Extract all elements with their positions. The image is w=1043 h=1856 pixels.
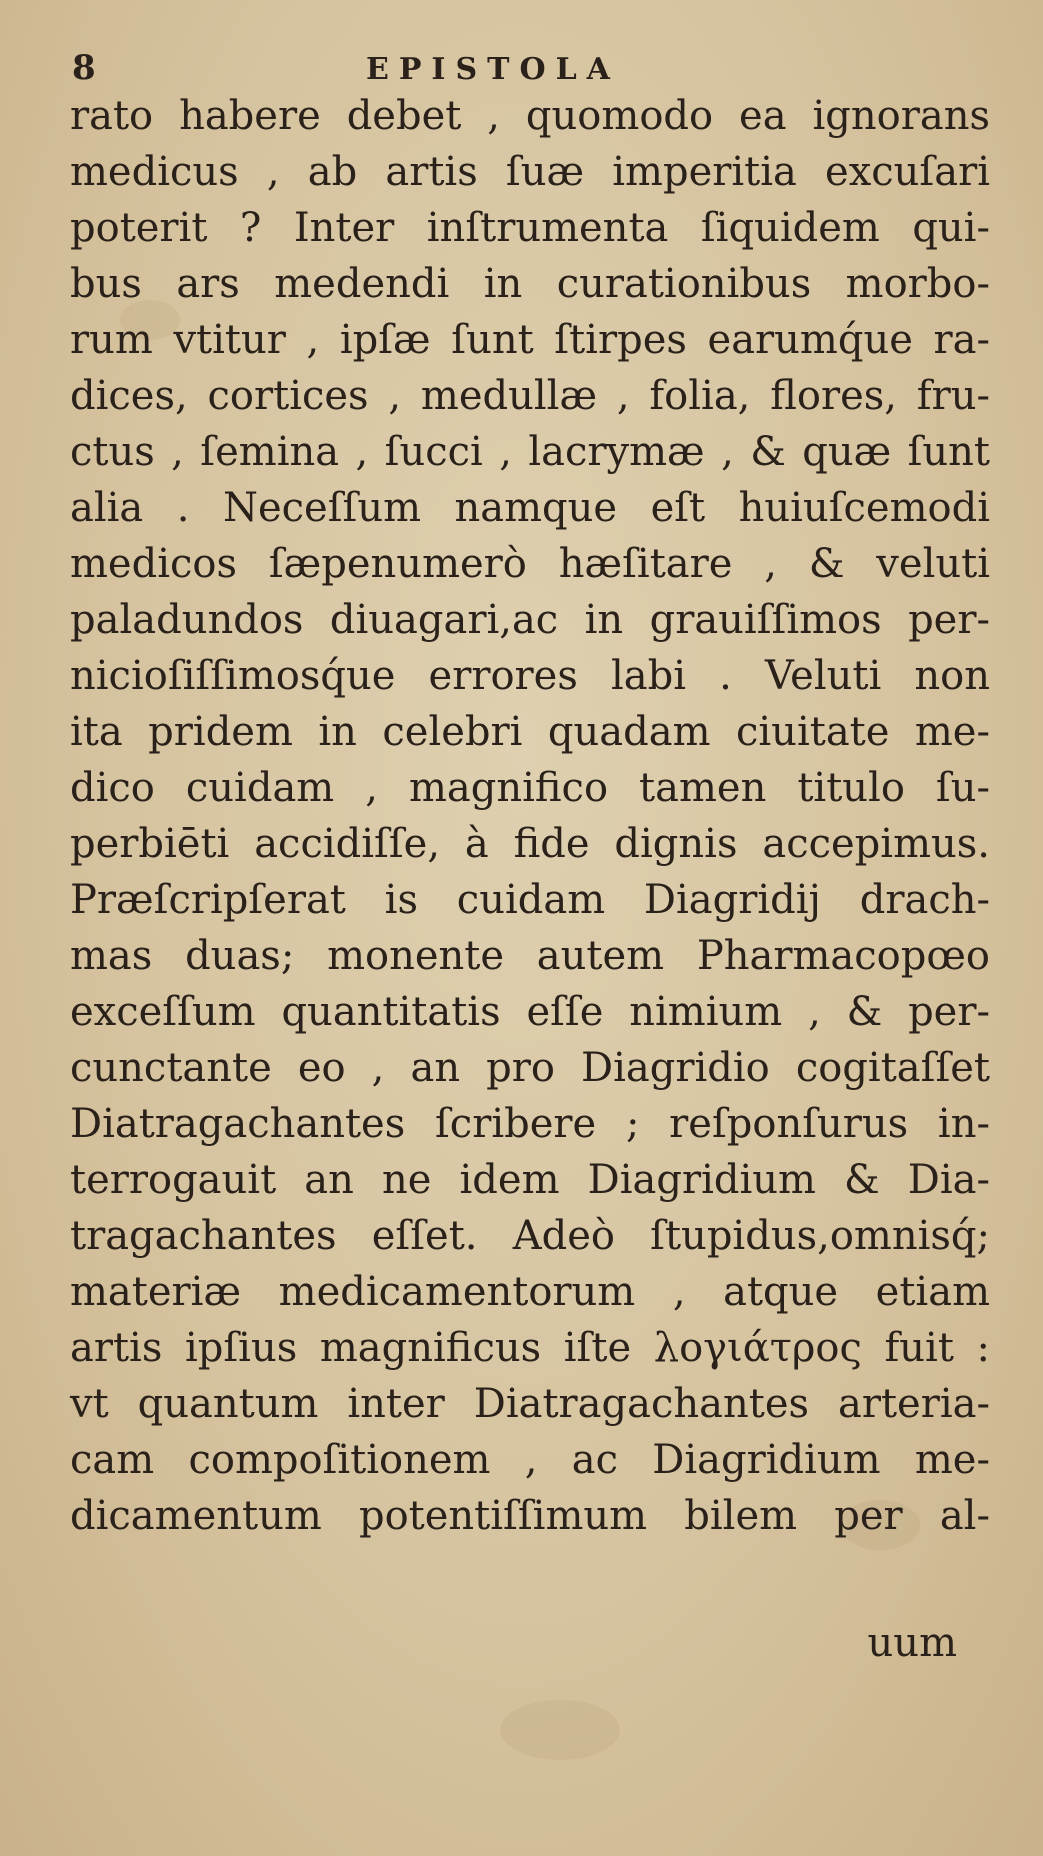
- page-header: [0, 48, 1043, 88]
- text-line: medicus , ab artis ſuæ imperitia excuſari: [70, 149, 990, 195]
- text-line: mas duas; monente autem Pharmacopœo: [70, 933, 990, 979]
- text-line: dico cuidam , magnifico tamen titulo ſu-: [70, 765, 990, 811]
- running-title: EPISTOLA: [366, 52, 620, 87]
- text-line: paladundos diuagari,ac in grauiſſimos per-: [70, 597, 990, 643]
- text-line: cunctante eo , an pro Diagridio cogitaſſet: [70, 1045, 990, 1091]
- body-text: [70, 88, 990, 1544]
- text-line: Diatragachantes ſcribere ; reſponſurus in-: [70, 1101, 990, 1147]
- text-line: tragachantes eſſet. Adeò ſtupidus,omnisq́;: [70, 1213, 990, 1259]
- text-line: medicos ſæpenumerò hæſitare , & veluti: [70, 541, 990, 587]
- page-number: 8: [72, 48, 96, 88]
- text-line: alia . Neceſſum namque eſt huiuſcemodi: [70, 485, 990, 531]
- text-line: terrogauit an ne idem Diagridium & Dia-: [70, 1157, 990, 1203]
- text-line: dices, cortices , medullæ , folia, flores, fru-: [70, 373, 990, 419]
- text-line: rum vtitur , ipſæ ſunt ſtirpes earumq́ue ra-: [70, 317, 990, 363]
- text-line: rato habere debet , quomodo ea ignorans: [70, 93, 990, 139]
- text-line: poterit ? Inter inſtrumenta ſiquidem qui-: [70, 205, 990, 251]
- text-line: bus ars medendi in curationibus morbo-: [70, 261, 990, 307]
- text-line: ctus , ſemina , ſucci , lacrymæ , & quæ ſunt: [70, 429, 990, 475]
- text-line: perbiēti accidiſſe, à fide dignis accepimus.: [70, 821, 990, 867]
- text-line: Præſcripſerat is cuidam Diagridij drach-: [70, 877, 990, 923]
- catchword: uum: [867, 1620, 957, 1666]
- text-line: dicamentum potentiſſimum bilem per al-: [70, 1493, 990, 1539]
- text-line: cam compoſitionem , ac Diagridium me-: [70, 1437, 990, 1483]
- paper-stain: [500, 1700, 620, 1760]
- text-line: vt quantum inter Diatragachantes arteria-: [70, 1381, 990, 1427]
- text-line: exceſſum quantitatis eſſe nimium , & per-: [70, 989, 990, 1035]
- text-line: materiæ medicamentorum , atque etiam: [70, 1269, 990, 1315]
- text-line: ita pridem in celebri quadam ciuitate me-: [70, 709, 990, 755]
- text-line: artis ipſius magnificus iſte λογιάτρος fuit :: [70, 1325, 990, 1371]
- text-line: nicioſiſſimosq́ue errores labi . Veluti non: [70, 653, 990, 699]
